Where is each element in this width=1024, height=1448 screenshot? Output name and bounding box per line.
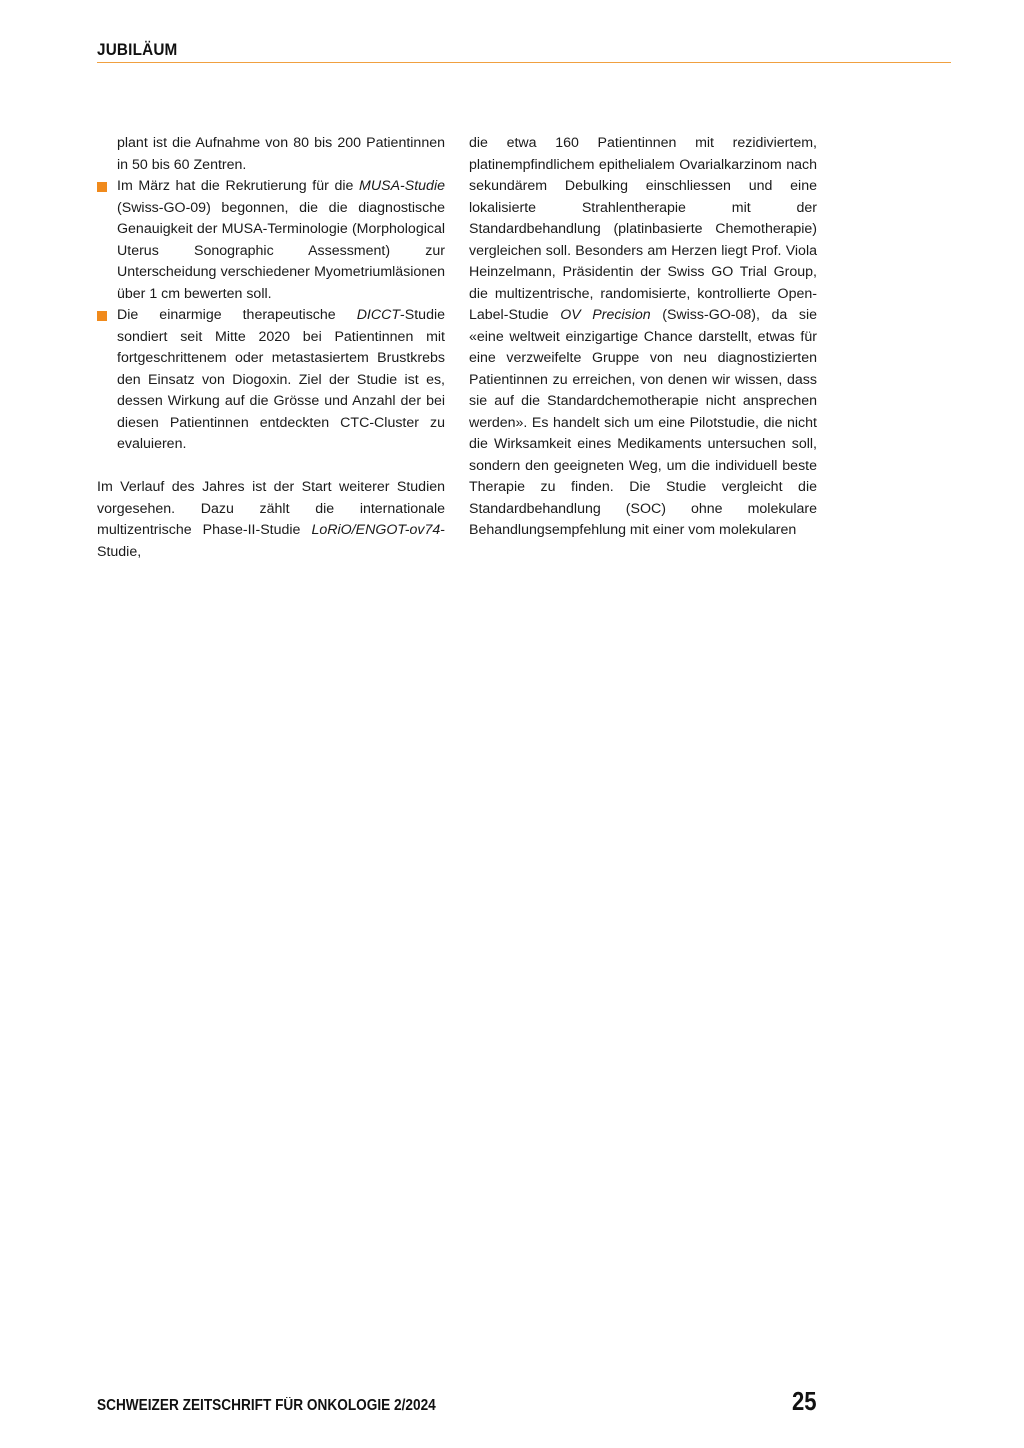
body-paragraph [469,133,817,542]
square-bullet-icon [97,311,107,321]
bullet-item-musa [97,176,445,305]
paragraph-text: -Studie, [97,522,445,560]
bullet-text-after: -Studie sondiert seit Mitte 2020 bei Patientinnen mit fortgeschrittenem oder metastasiertem Brustkrebs den Einsatz von Diogoxin. Ziel der Studie ist es, dessen Wirkung auf die Grösse und Anzahl der bei diesen Patientinnen entdeckten CTC-Cluster zu evaluieren. [117,307,445,452]
body-paragraph [97,477,445,563]
header-rule [97,62,951,63]
bullet-text-before: Im März hat die Rekrutierung für die [117,178,360,194]
study-name: LoRiO/ENGOT-ov74 [311,522,441,538]
page-header [97,40,951,60]
study-name: MUSA-Studie [359,178,445,194]
paragraph-text: Im Verlauf des Jahres ist der Start weiterer Studien vorgesehen. Dazu zählt die internationale multizentrische Phase-II-Studie [97,479,445,538]
paragraph-text: (Swiss-GO-08), da sie «eine weltweit einzigartige Chance darstellt, etwas für eine verzweifelte Gruppe von neu diagnostizierten Patientinnen zu erreichen, von denen wir wissen, dass sie auf die Standardchemotherapie nicht ansprechen werden». Es handelt sich um eine Pilotstudie, die nicht die Wirksamkeit eines Medikaments untersuchen soll, sondern den geeigneten Weg, um die individuell beste Therapie zu finden. Die Studie vergleicht die Standardbehandlung (SOC) ohne molekulare Behandlungsempfehlung mit einer vom molekularen [469,307,818,538]
right-column [469,133,817,542]
paragraph-text: die etwa 160 Patientinnen mit rezidiviertem, platinempfindlichem epithelialem Ovarialkarzinom nach sekundärem Debulking einschliessen und eine lokalisierte Strahlentherapie mit der Standardbehandlung (platinbasierte Chemotherapie) vergleichen soll. Besonders am Herzen liegt Prof. Viola Heinzelmann, Präsidentin der Swiss GO Trial Group, die multizentrische, randomisierte, kontrollierte Open-Label-Studie [469,135,817,323]
bullet-text-after: (Swiss-GO-09) begonnen, die die diagnostische Genauigkeit der MUSA-Terminologie (Morphological Uterus Sonographic Assessment) zur Unterscheidung verschiedener Myometriumläsionen über 1 cm bewerten soll. [117,199,445,302]
continuation-text: plant ist die Aufnahme von 80 bis 200 Patientinnen in 50 bis 60 Zentren. [117,135,445,173]
section-title: JUBILÄUM [97,40,178,59]
journal-footer: SCHWEIZER ZEITSCHRIFT FÜR ONKOLOGIE 2/2024 [97,1397,436,1414]
study-name: DICCT [356,307,401,323]
left-column [97,133,445,563]
study-name: OV Precision [560,307,651,323]
page-number: 25 [792,1386,817,1416]
bullet-item-dicct [97,305,445,456]
bullet-text-before: Die einarmige therapeutische [117,307,357,323]
square-bullet-icon [97,182,107,192]
